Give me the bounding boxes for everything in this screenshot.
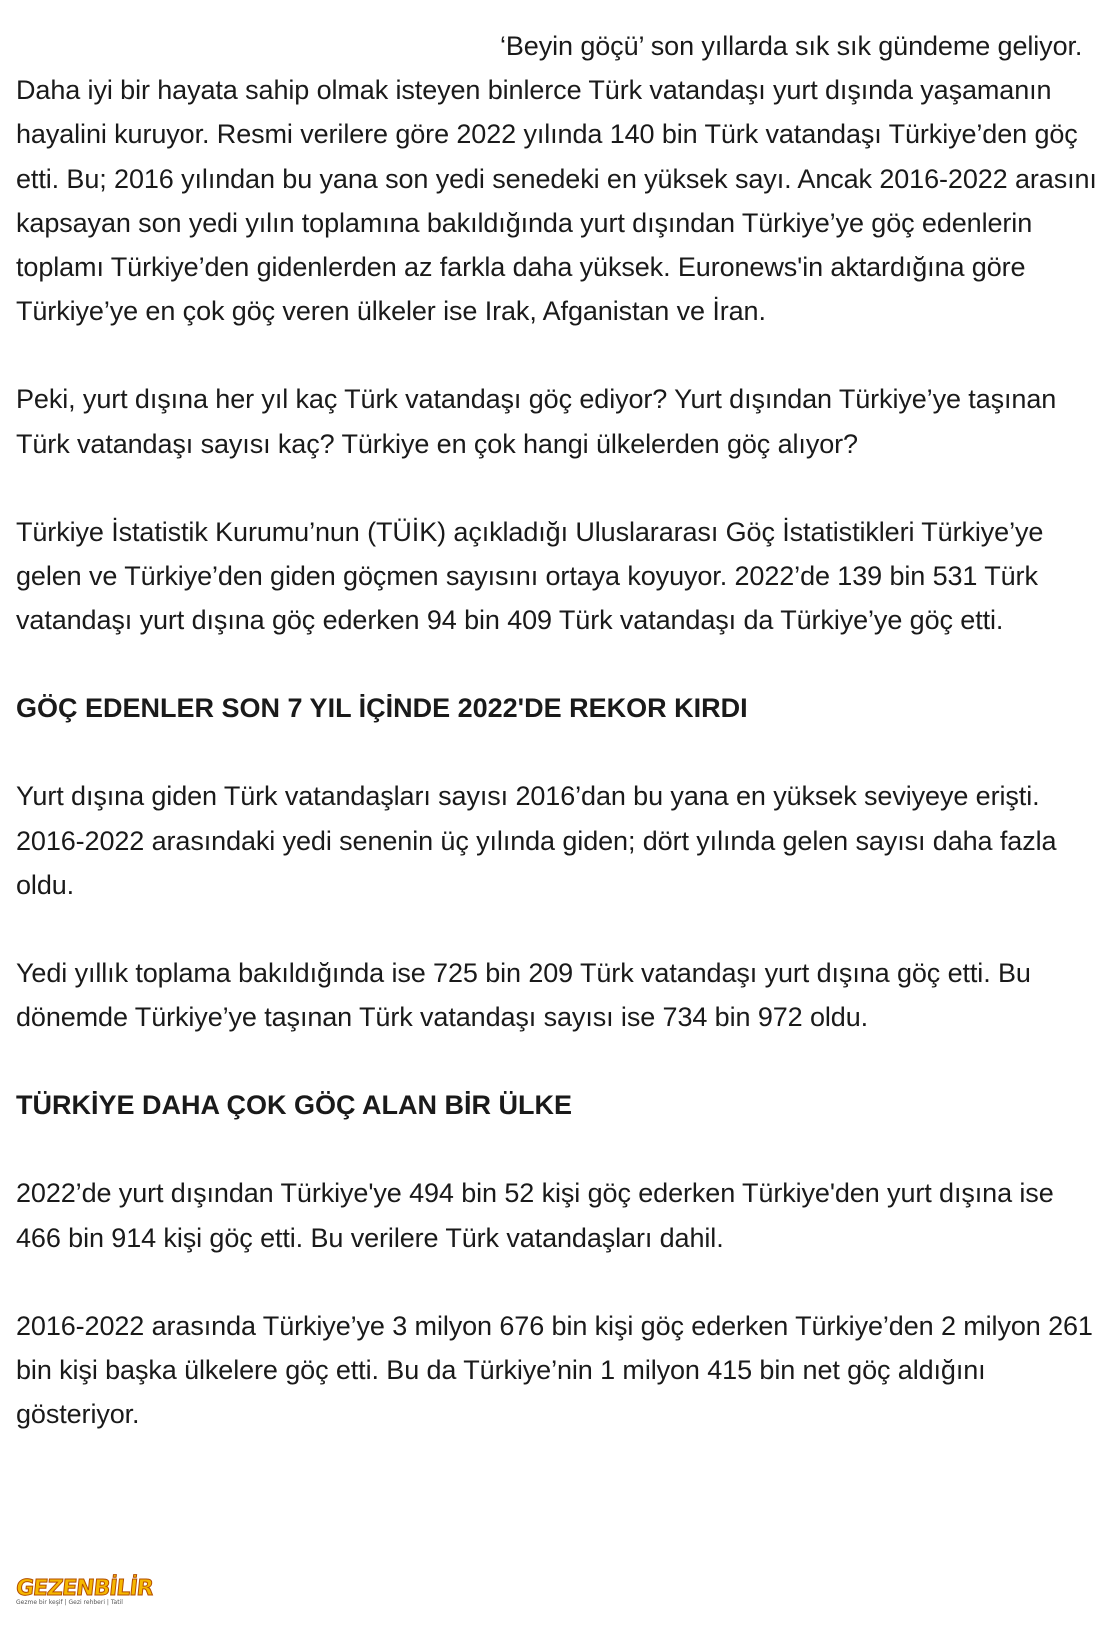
section-heading-net-immigration: TÜRKİYE DAHA ÇOK GÖÇ ALAN BİR ÜLKE <box>16 1090 572 1121</box>
paragraph-tuik-statistics: Türkiye İstatistik Kurumu’nun (TÜİK) açıkladığı Uluslararası Göç İstatistikleri Türkiye’ye gelen ve Türkiye’den giden göçmen sayısını ortaya koyuyor. 2022’de 139 bin 531 Türk vatandaşı yurt dışına göç ederken 94 bin 409 Türk vatandaşı da Türkiye’ye göç etti. <box>16 516 1044 636</box>
gezenbilir-watermark-logo <box>16 1577 153 1607</box>
paragraph-2022-migration: 2022’de yurt dışından Türkiye'ye 494 bin 52 kişi göç ederken Türkiye'den yurt dışına ise 466 bin 914 kişi göç etti. Bu verilere Türk vatandaşları dahil. <box>16 1178 1054 1253</box>
paragraph-2016-2022-migration: 2016-2022 arasında Türkiye’ye 3 milyon 676 bin kişi göç ederken Türkiye’den 2 milyon 261 bin kişi başka ülkelere göç etti. Bu da Türkiye’nin 1 milyon 415 bin net göç aldığını gösteriyor. <box>16 1310 1093 1430</box>
paragraph-highest-level: Yurt dışına giden Türk vatandaşları sayısı 2016’dan bu yana en yüksek seviyeye erişti. 2016-2022 arasındaki yedi senenin üç yılında giden; dört yılında gelen sayısı daha fazla oldu. <box>16 781 1057 900</box>
paragraph-intro: ‘Beyin göçü’ son yıllarda sık sık gündeme geliyor. Daha iyi bir hayata sahip olmak isteyen binlerce Türk vatandaşı yurt dışında yaşamanın hayalini kuruyor. Resmi verilere göre 2022 yılında 140 bin Türk vatandaşı Türkiye’den göç etti. Bu; 2016 yılından bu yana son yedi senedeki en yüksek sayı. Ancak 2016-2022 arasını kapsayan son yedi yılın toplamına bakıldığında yurt dışından Türkiye’ye göç edenlerin toplamı Türkiye’den gidenlerden az farkla daha yüksek. Euronews'in aktardığına göre Türkiye’ye en çok göç veren ülkeler ise Irak, Afganistan ve İran. <box>16 31 1097 327</box>
logo-tagline: Gezme bir keşif | Gezi rehberi | Tatil <box>16 1599 123 1606</box>
section-heading-record: GÖÇ EDENLER SON 7 YIL İÇİNDE 2022'DE REKOR KIRDI <box>16 693 748 724</box>
paragraph-questions: Peki, yurt dışına her yıl kaç Türk vatandaşı göç ediyor? Yurt dışından Türkiye’ye taşınan Türk vatandaşı sayısı kaç? Türkiye en çok hangi ülkelerden göç alıyor? <box>16 384 1057 459</box>
article-body <box>16 24 1102 1436</box>
paragraph-seven-year-total: Yedi yıllık toplama bakıldığında ise 725 bin 209 Türk vatandaşı yurt dışına göç etti. Bu dönemde Türkiye’ye taşınan Türk vatandaşı sayısı ise 734 bin 972 oldu. <box>16 958 1031 1033</box>
logo-wordmark: GEZENBİLİR <box>14 1576 154 1601</box>
